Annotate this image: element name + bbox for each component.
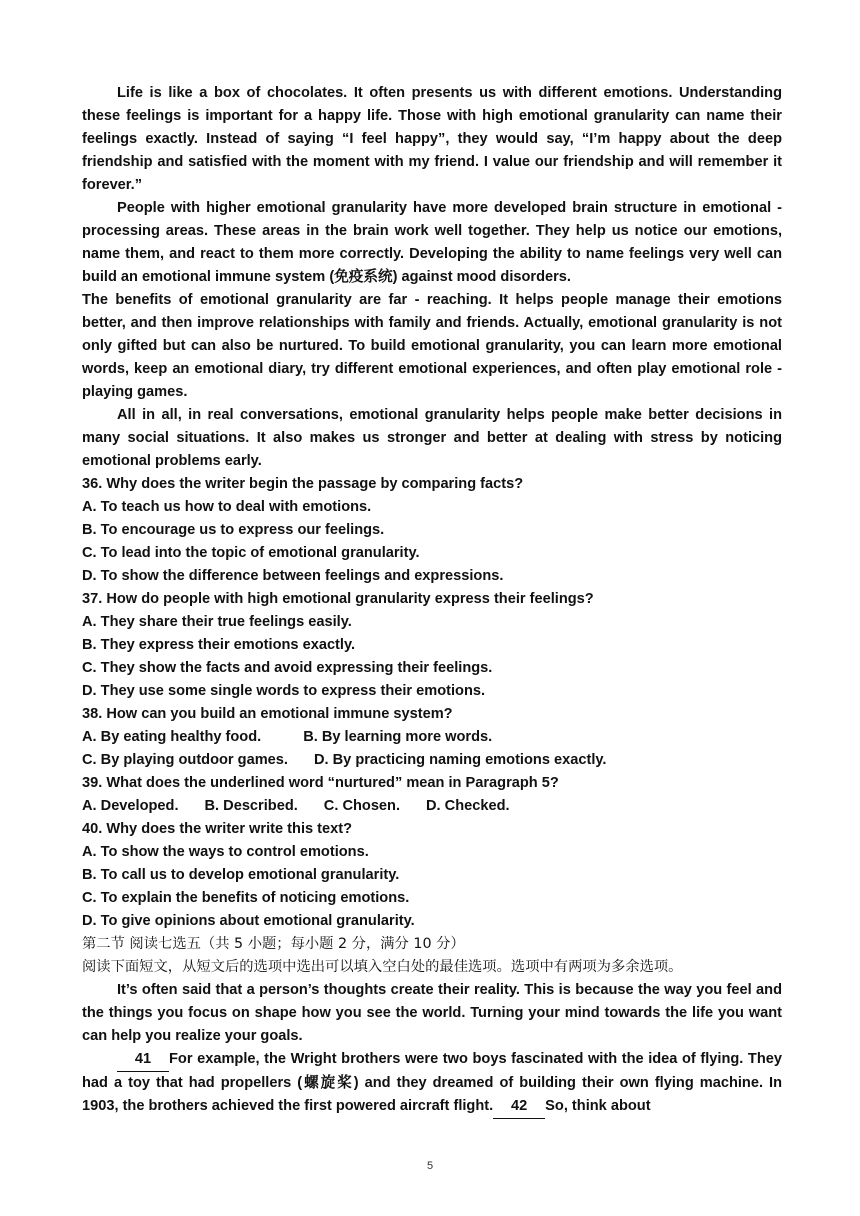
option-c: C. Chosen. [323, 798, 401, 814]
option-a: A. They share their true feelings easily. [82, 614, 352, 630]
option-b: B. To encourage us to express our feelings. [82, 522, 385, 538]
option-a: A. To show the ways to control emotions. [82, 844, 369, 860]
question-stem: 39. What does the underlined word “nurtured” mean in Paragraph 5? [82, 775, 559, 791]
option-b: B. To call us to develop emotional granularity. [82, 867, 400, 883]
section-heading: 第二节 阅读七选五（共 5 小题；每小题 2 分，满分 10 分） [82, 936, 465, 952]
blank-42: 42 [493, 1095, 545, 1119]
passage-2-paragraph-1: It’s often said that a person’s thoughts create their reality. This is because the way you feel and the things you focus on shape how you see the world. Turning your mind towards the life you want can help you realize your goals. [82, 982, 782, 1044]
option-d: D. They use some single words to express their emotions. [82, 683, 486, 699]
option-d: D. To show the difference between feelings and expressions. [82, 568, 504, 584]
option-a: A. To teach us how to deal with emotions. [82, 499, 372, 515]
question-stem: 38. How can you build an emotional immune system? [82, 706, 453, 722]
question-stem: 36. Why does the writer begin the passage by comparing facts? [82, 476, 524, 492]
option-c: C. To lead into the topic of emotional granularity. [82, 545, 420, 561]
section-instruction: 阅读下面短文，从短文后的选项中选出可以填入空白处的最佳选项。选项中有两项为多余选项。 [82, 959, 683, 975]
option-b: B. They express their emotions exactly. [82, 637, 356, 653]
option-c: C. To explain the benefits of noticing emotions. [82, 890, 410, 906]
passage-2-paragraph-2 [82, 1048, 782, 1119]
question-39 [82, 772, 782, 818]
question-stem: 40. Why does the writer write this text? [82, 821, 353, 837]
passage-paragraph-4: All in all, in real conversations, emotional granularity helps people make better decisions in many social situations. It also makes us stronger and better at dealing with stress by noticing emotional problems early. [82, 407, 782, 469]
option-a: A. By eating healthy food. [82, 729, 262, 745]
option-b: B. Described. [204, 798, 298, 814]
question-37 [82, 588, 782, 703]
option-c: C. They show the facts and avoid expressing their feelings. [82, 660, 493, 676]
option-c: C. By playing outdoor games. [82, 752, 288, 768]
option-d: D. Checked. [426, 798, 510, 814]
option-b: B. By learning more words. [303, 729, 493, 745]
question-stem: 37. How do people with high emotional granularity express their feelings? [82, 591, 594, 607]
paragraph-text: For example, the Wright brothers were two boys fascinated with the idea of flying. They had a toy that had propellers (螺旋桨) and they dreamed of building their own flying machine. In 1903, the brothers achieved the first powered aircraft flight. [82, 1051, 782, 1114]
option-d: D. By practicing naming emotions exactly. [313, 752, 607, 768]
paragraph-text-continued: So, think about [545, 1098, 651, 1114]
options-row [82, 749, 782, 772]
passage-paragraph-3: The benefits of emotional granularity are far - reaching. It helps people manage their emotions better, and then improve relationships with family and friends. Actually, emotional granularity is not only gifted but can also be nurtured. To build emotional granularity, you can learn more emotional words, keep an emotional diary, try different emotional experiences, and often play emotional role - playing games. [82, 292, 782, 400]
blank-41: 41 [117, 1048, 169, 1072]
options-row [82, 726, 782, 749]
exam-page [82, 82, 782, 1119]
options-row [82, 795, 782, 818]
passage-paragraph-1: Life is like a box of chocolates. It often presents us with different emotions. Understanding these feelings is important for a happy life. Those with high emotional granularity can name their feelings exactly. Instead of saying “I feel happy”, they would say, “I’m happy about the deep friendship and satisfied with the moment with my friend. I value our friendship and will remember it forever.” [82, 85, 782, 193]
option-a: A. Developed. [82, 798, 179, 814]
question-36 [82, 473, 782, 588]
option-d: D. To give opinions about emotional granularity. [82, 913, 415, 929]
passage-paragraph-2: People with higher emotional granularity have more developed brain structure in emotional - processing areas. These areas in the brain work well together. They help us notice our emotions, name them, and react to them more correctly. Developing the ability to name feelings very well can build an emotional immune system (免疫系统) against mood disorders. [82, 200, 782, 285]
page-number: 5 [426, 1160, 434, 1172]
question-40 [82, 818, 782, 933]
question-38 [82, 703, 782, 772]
